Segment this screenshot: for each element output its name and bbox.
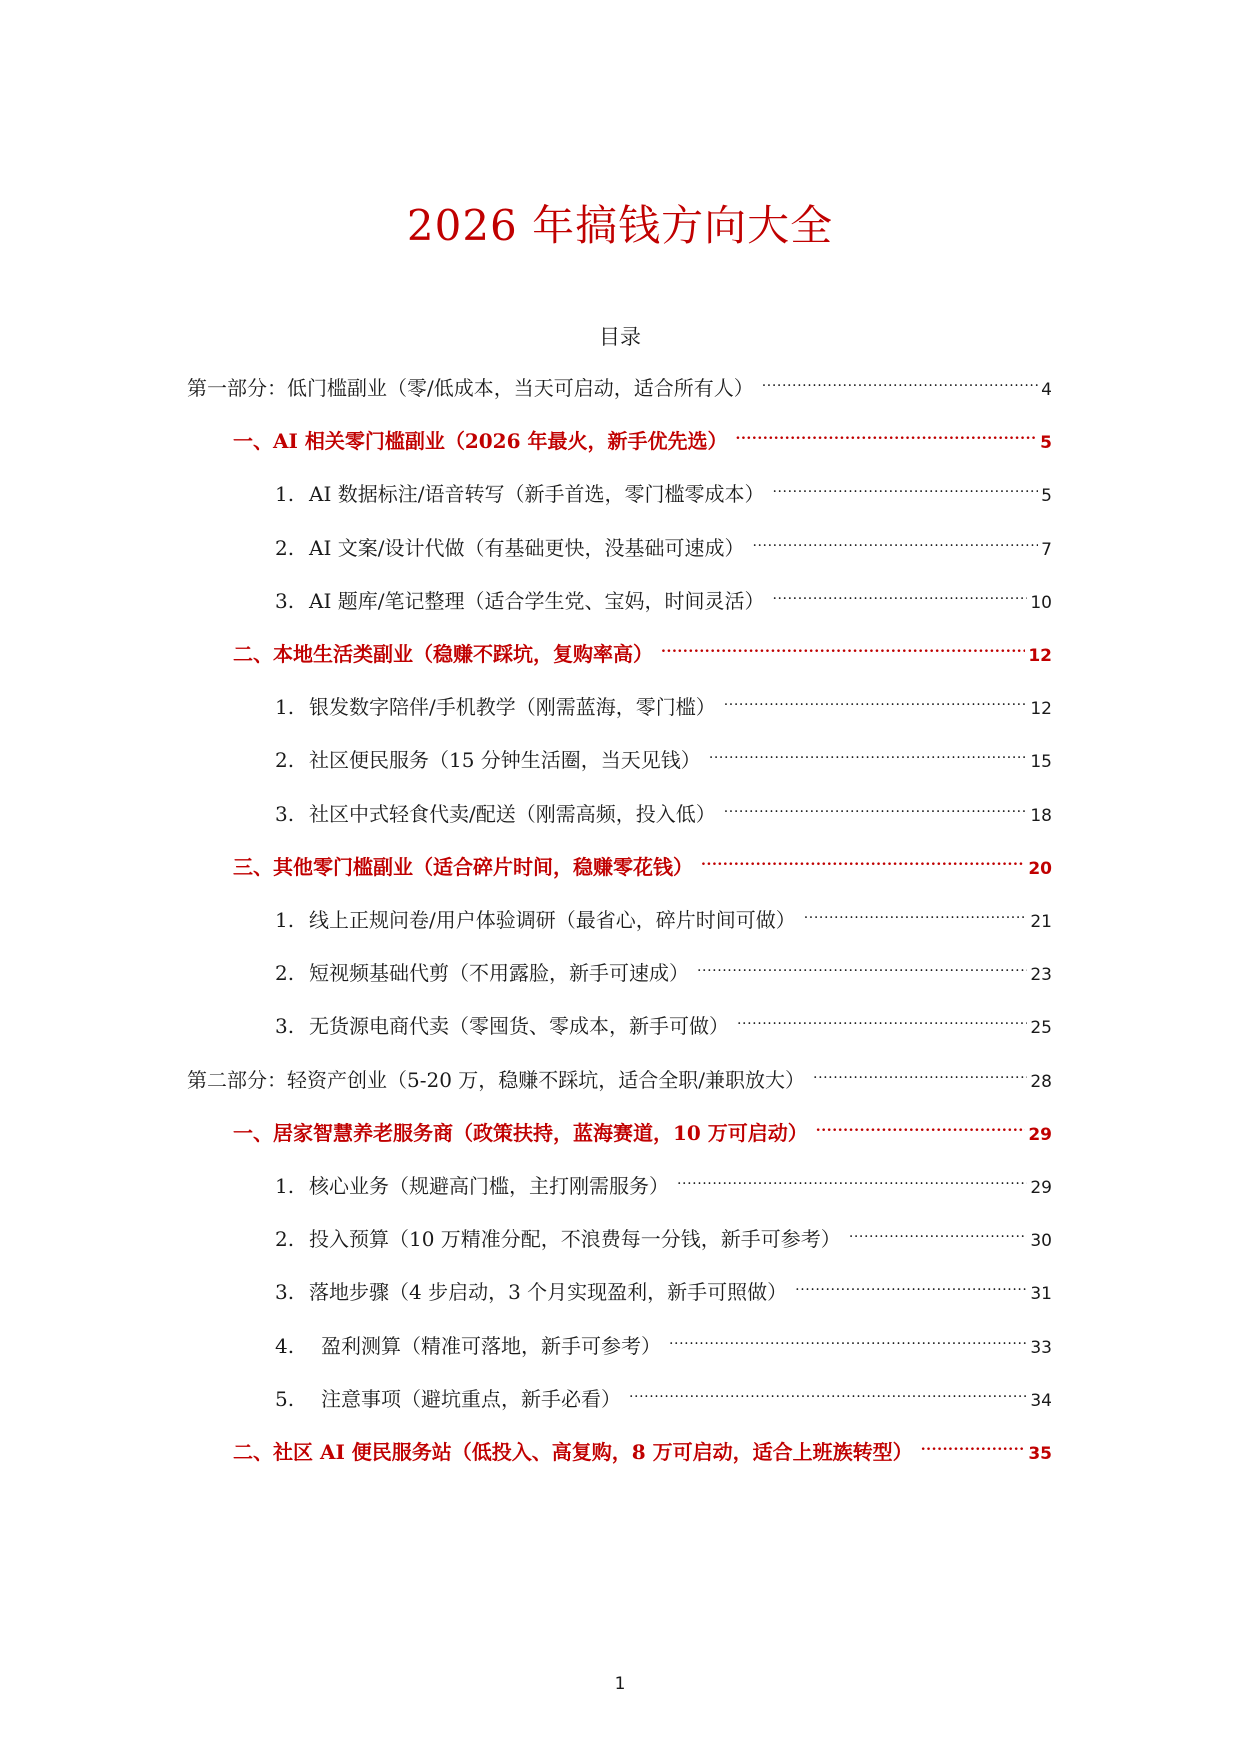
- toc-entry-page: 28: [1030, 1072, 1052, 1092]
- toc-entry-page: 29: [1030, 1178, 1052, 1198]
- toc-entry-page: 34: [1030, 1391, 1052, 1411]
- toc-dot-leader: [669, 1319, 1027, 1353]
- toc-entry-number: 3.: [275, 1014, 295, 1038]
- toc-entry-page: 12: [1028, 646, 1052, 666]
- toc-entry-item[interactable]: [275, 467, 1052, 506]
- toc-entry-page: 21: [1030, 912, 1052, 932]
- toc-entry-number: 1.: [275, 695, 295, 719]
- toc-dot-leader: [661, 627, 1025, 661]
- toc-entry-page: 7: [1041, 540, 1052, 560]
- toc-entry-page: 33: [1030, 1338, 1052, 1358]
- toc-dot-leader: [795, 1265, 1027, 1299]
- toc-entry-number: 1.: [275, 482, 295, 506]
- toc-dot-leader: [921, 1425, 1026, 1459]
- page-number: 1: [614, 1674, 626, 1694]
- toc-entry-number: 5.: [275, 1387, 295, 1411]
- toc-entry-number: 3.: [275, 589, 295, 613]
- toc-entry-page: 31: [1030, 1284, 1052, 1304]
- toc-entry-item[interactable]: [275, 574, 1052, 613]
- toc-entry-section[interactable]: [233, 1106, 1052, 1145]
- toc-entry-page: 35: [1028, 1444, 1052, 1464]
- toc-entry-page: 12: [1030, 699, 1052, 719]
- toc-entry-item[interactable]: [275, 1319, 1052, 1358]
- toc-entry-page: 5: [1040, 433, 1052, 453]
- toc-dot-leader: [629, 1372, 1027, 1406]
- toc-entry-text: AI 数据标注/语音转写（新手首选，零门槛零成本）: [309, 482, 765, 506]
- toc-entry-text: 三、其他零门槛副业（适合碎片时间，稳赚零花钱）: [233, 855, 693, 879]
- toc-entry-number: 4.: [275, 1334, 295, 1358]
- toc-entry-item[interactable]: [275, 893, 1052, 932]
- toc-entry-section[interactable]: [233, 840, 1052, 879]
- toc-entry-text: 落地步骤（4 步启动，3 个月实现盈利，新手可照做）: [309, 1280, 788, 1304]
- toc-dot-leader: [677, 1159, 1027, 1193]
- toc-entry-page: 25: [1030, 1018, 1052, 1038]
- toc-dot-leader: [813, 1053, 1027, 1087]
- toc-dot-leader: [724, 680, 1028, 714]
- toc-entry-text: 注意事项（避坑重点，新手必看）: [321, 1387, 621, 1411]
- toc-entry-page: 20: [1028, 859, 1052, 879]
- toc-dot-leader: [804, 893, 1028, 927]
- toc-entry-text: 第二部分：轻资产创业（5-20 万，稳赚不踩坑，适合全职/兼职放大）: [187, 1068, 806, 1092]
- toc-entry-page: 18: [1030, 806, 1052, 826]
- toc-entry-item[interactable]: [275, 1372, 1052, 1411]
- toc-entry-text: 社区中式轻食代卖/配送（刚需高频，投入低）: [309, 802, 716, 826]
- toc-entry-page: 15: [1030, 752, 1052, 772]
- toc-entry-text: 一、AI 相关零门槛副业（2026 年最火，新手优先选）: [233, 429, 728, 453]
- toc-entry-page: 5: [1041, 486, 1052, 506]
- toc-entry-item[interactable]: [275, 787, 1052, 826]
- toc-dot-leader: [849, 1212, 1028, 1246]
- toc-dot-leader: [724, 787, 1028, 821]
- toc-entry-text: 核心业务（规避高门槛，主打刚需服务）: [309, 1174, 669, 1198]
- toc-entry-part[interactable]: [187, 1053, 1052, 1092]
- toc-heading: 目录: [599, 325, 641, 349]
- toc-entry-item[interactable]: [275, 680, 1052, 719]
- toc-entry-item[interactable]: [275, 946, 1052, 985]
- toc-entry-text: 盈利测算（精准可落地，新手可参考）: [321, 1334, 661, 1358]
- toc-entry-item[interactable]: [275, 521, 1052, 560]
- toc-entry-text: 线上正规问卷/用户体验调研（最省心，碎片时间可做）: [309, 908, 796, 932]
- toc-entry-text: 社区便民服务（15 分钟生活圈，当天见钱）: [309, 748, 701, 772]
- toc-entry-part[interactable]: [187, 361, 1052, 400]
- toc-entry-number: 2.: [275, 748, 295, 772]
- toc-dot-leader: [816, 1106, 1026, 1140]
- toc-entry-number: 1.: [275, 1174, 295, 1198]
- toc-dot-leader: [772, 574, 1027, 608]
- toc-entry-number: 2.: [275, 961, 295, 985]
- toc-entry-section[interactable]: [233, 1425, 1052, 1464]
- toc-dot-leader: [701, 840, 1025, 874]
- toc-entry-text: 第一部分：低门槛副业（零/低成本，当天可启动，适合所有人）: [187, 376, 754, 400]
- toc-dot-leader: [697, 946, 1027, 980]
- toc-entry-text: 无货源电商代卖（零囤货、零成本，新手可做）: [309, 1014, 729, 1038]
- toc-entry-text: 二、社区 AI 便民服务站（低投入、高复购，8 万可启动，适合上班族转型）: [233, 1440, 913, 1464]
- toc-entry-item[interactable]: [275, 1159, 1052, 1198]
- toc-dot-leader: [709, 733, 1028, 767]
- toc-entry-page: 30: [1030, 1231, 1052, 1251]
- toc-entry-text: 短视频基础代剪（不用露脸，新手可速成）: [309, 961, 689, 985]
- toc-dot-leader: [772, 467, 1038, 501]
- toc-entry-text: 银发数字陪伴/手机教学（刚需蓝海，零门槛）: [309, 695, 716, 719]
- toc-entry-page: 29: [1028, 1125, 1052, 1145]
- toc-dot-leader: [762, 361, 1038, 395]
- toc-entry-number: 2.: [275, 1227, 295, 1251]
- toc-entry-text: 投入预算（10 万精准分配，不浪费每一分钱，新手可参考）: [309, 1227, 841, 1251]
- toc-entry-text: 二、本地生活类副业（稳赚不踩坑，复购率高）: [233, 642, 653, 666]
- toc-entry-number: 3.: [275, 802, 295, 826]
- toc-entry-item[interactable]: [275, 999, 1052, 1038]
- toc-entry-text: AI 文案/设计代做（有基础更快，没基础可速成）: [309, 536, 745, 560]
- toc-entry-text: 一、居家智慧养老服务商（政策扶持，蓝海赛道，10 万可启动）: [233, 1121, 808, 1145]
- toc-dot-leader: [737, 999, 1027, 1033]
- toc-entry-item[interactable]: [275, 733, 1052, 772]
- toc-entry-item[interactable]: [275, 1265, 1052, 1304]
- toc-entry-number: 2.: [275, 536, 295, 560]
- toc-entry-page: 4: [1041, 380, 1052, 400]
- toc-entry-item[interactable]: [275, 1212, 1052, 1251]
- toc-entry-text: AI 题库/笔记整理（适合学生党、宝妈，时间灵活）: [309, 589, 765, 613]
- toc-dot-leader: [735, 414, 1037, 448]
- toc-entry-page: 10: [1030, 593, 1052, 613]
- toc-entry-page: 23: [1030, 965, 1052, 985]
- toc-entry-number: 1.: [275, 908, 295, 932]
- toc-entry-section[interactable]: [233, 627, 1052, 666]
- toc-entry-number: 3.: [275, 1280, 295, 1304]
- toc-entry-section[interactable]: [233, 414, 1052, 453]
- document-title: 2026 年搞钱方向大全: [406, 201, 834, 250]
- toc-dot-leader: [752, 521, 1038, 555]
